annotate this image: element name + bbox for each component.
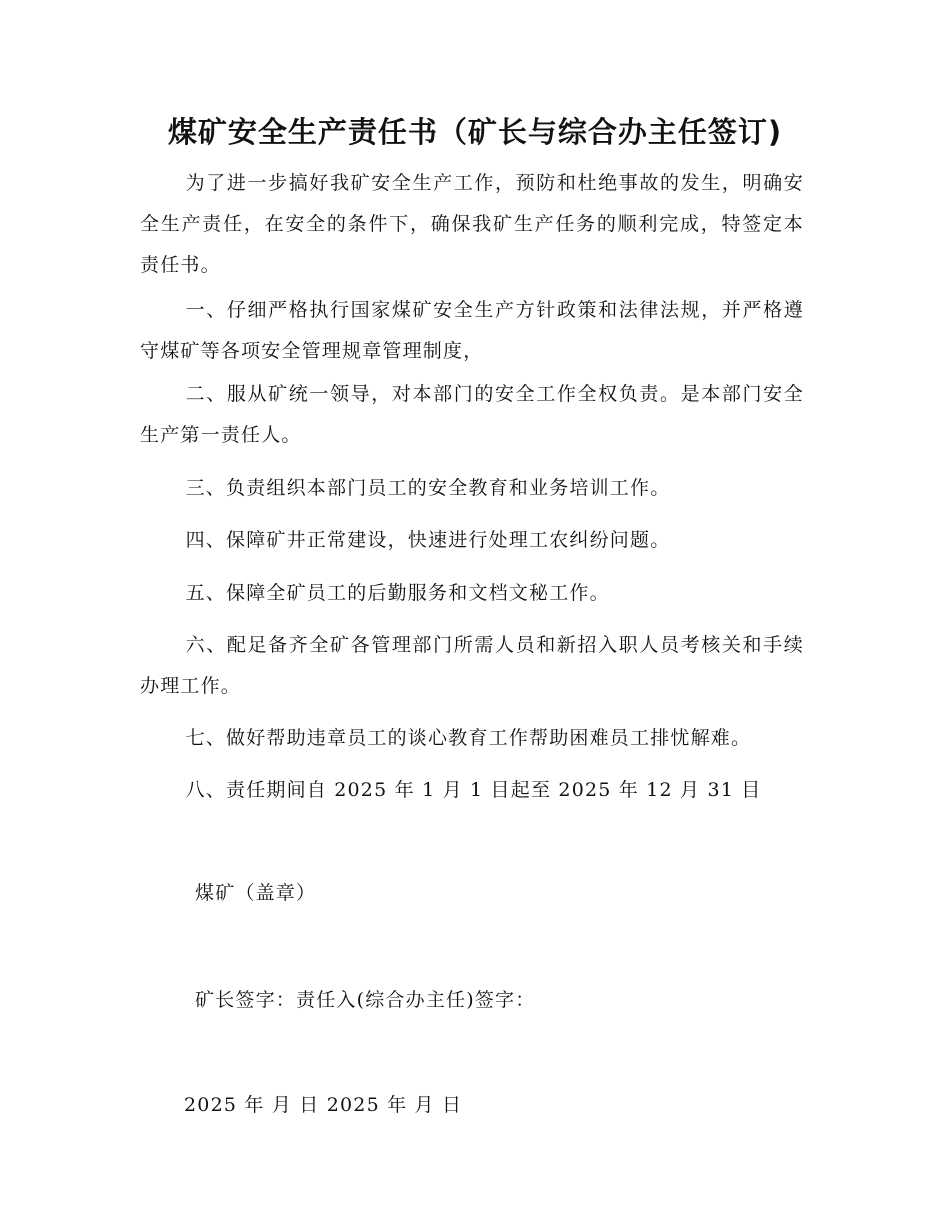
clause-3: 三、负责组织本部门员工的安全教育和业务培训工作。 bbox=[185, 477, 671, 499]
clause-1: 一、仔细严格执行国家煤矿安全生产方针政策和法律法规，并严格遵守煤矿等各项安全管理规章管理制度， bbox=[140, 299, 804, 362]
clause-4: 四、保障矿井正常建设，快速进行处理工农纠纷问题。 bbox=[185, 529, 671, 551]
clause-6: 六、配足备齐全矿各管理部门所需人员和新招入职人员考核关和手续办理工作。 bbox=[140, 634, 804, 697]
clause-7: 七、做好帮助违章员工的谈心教育工作帮助困难员工排忧解难。 bbox=[185, 727, 752, 749]
document-title: 煤矿安全生产责任书（矿长与综合办主任签订) bbox=[167, 115, 783, 149]
intro-paragraph: 为了进一步搞好我矿安全生产工作，预防和杜绝事故的发生，明确安全生产责任，在安全的条件下，确保我矿生产任务的顺利完成，特签定本责任书。 bbox=[140, 172, 804, 276]
clause-2: 二、服从矿统一领导，对本部门的安全工作全权负责。是本部门安全生产第一责任人。 bbox=[140, 383, 804, 446]
clause-8: 八、责任期间自 2025 年 1 月 1 目起至 2025 年 12 月 31 目 bbox=[185, 779, 762, 801]
clause-5: 五、保障全矿员工的后勤服务和文档文秘工作。 bbox=[185, 582, 610, 604]
seal-line: 煤矿（盖章） bbox=[195, 882, 317, 904]
date-line: 2025 年 月 日 2025 年 月 日 bbox=[184, 1094, 463, 1116]
signature-line: 矿长签字：责任入(综合办主任)签字： bbox=[195, 989, 536, 1011]
